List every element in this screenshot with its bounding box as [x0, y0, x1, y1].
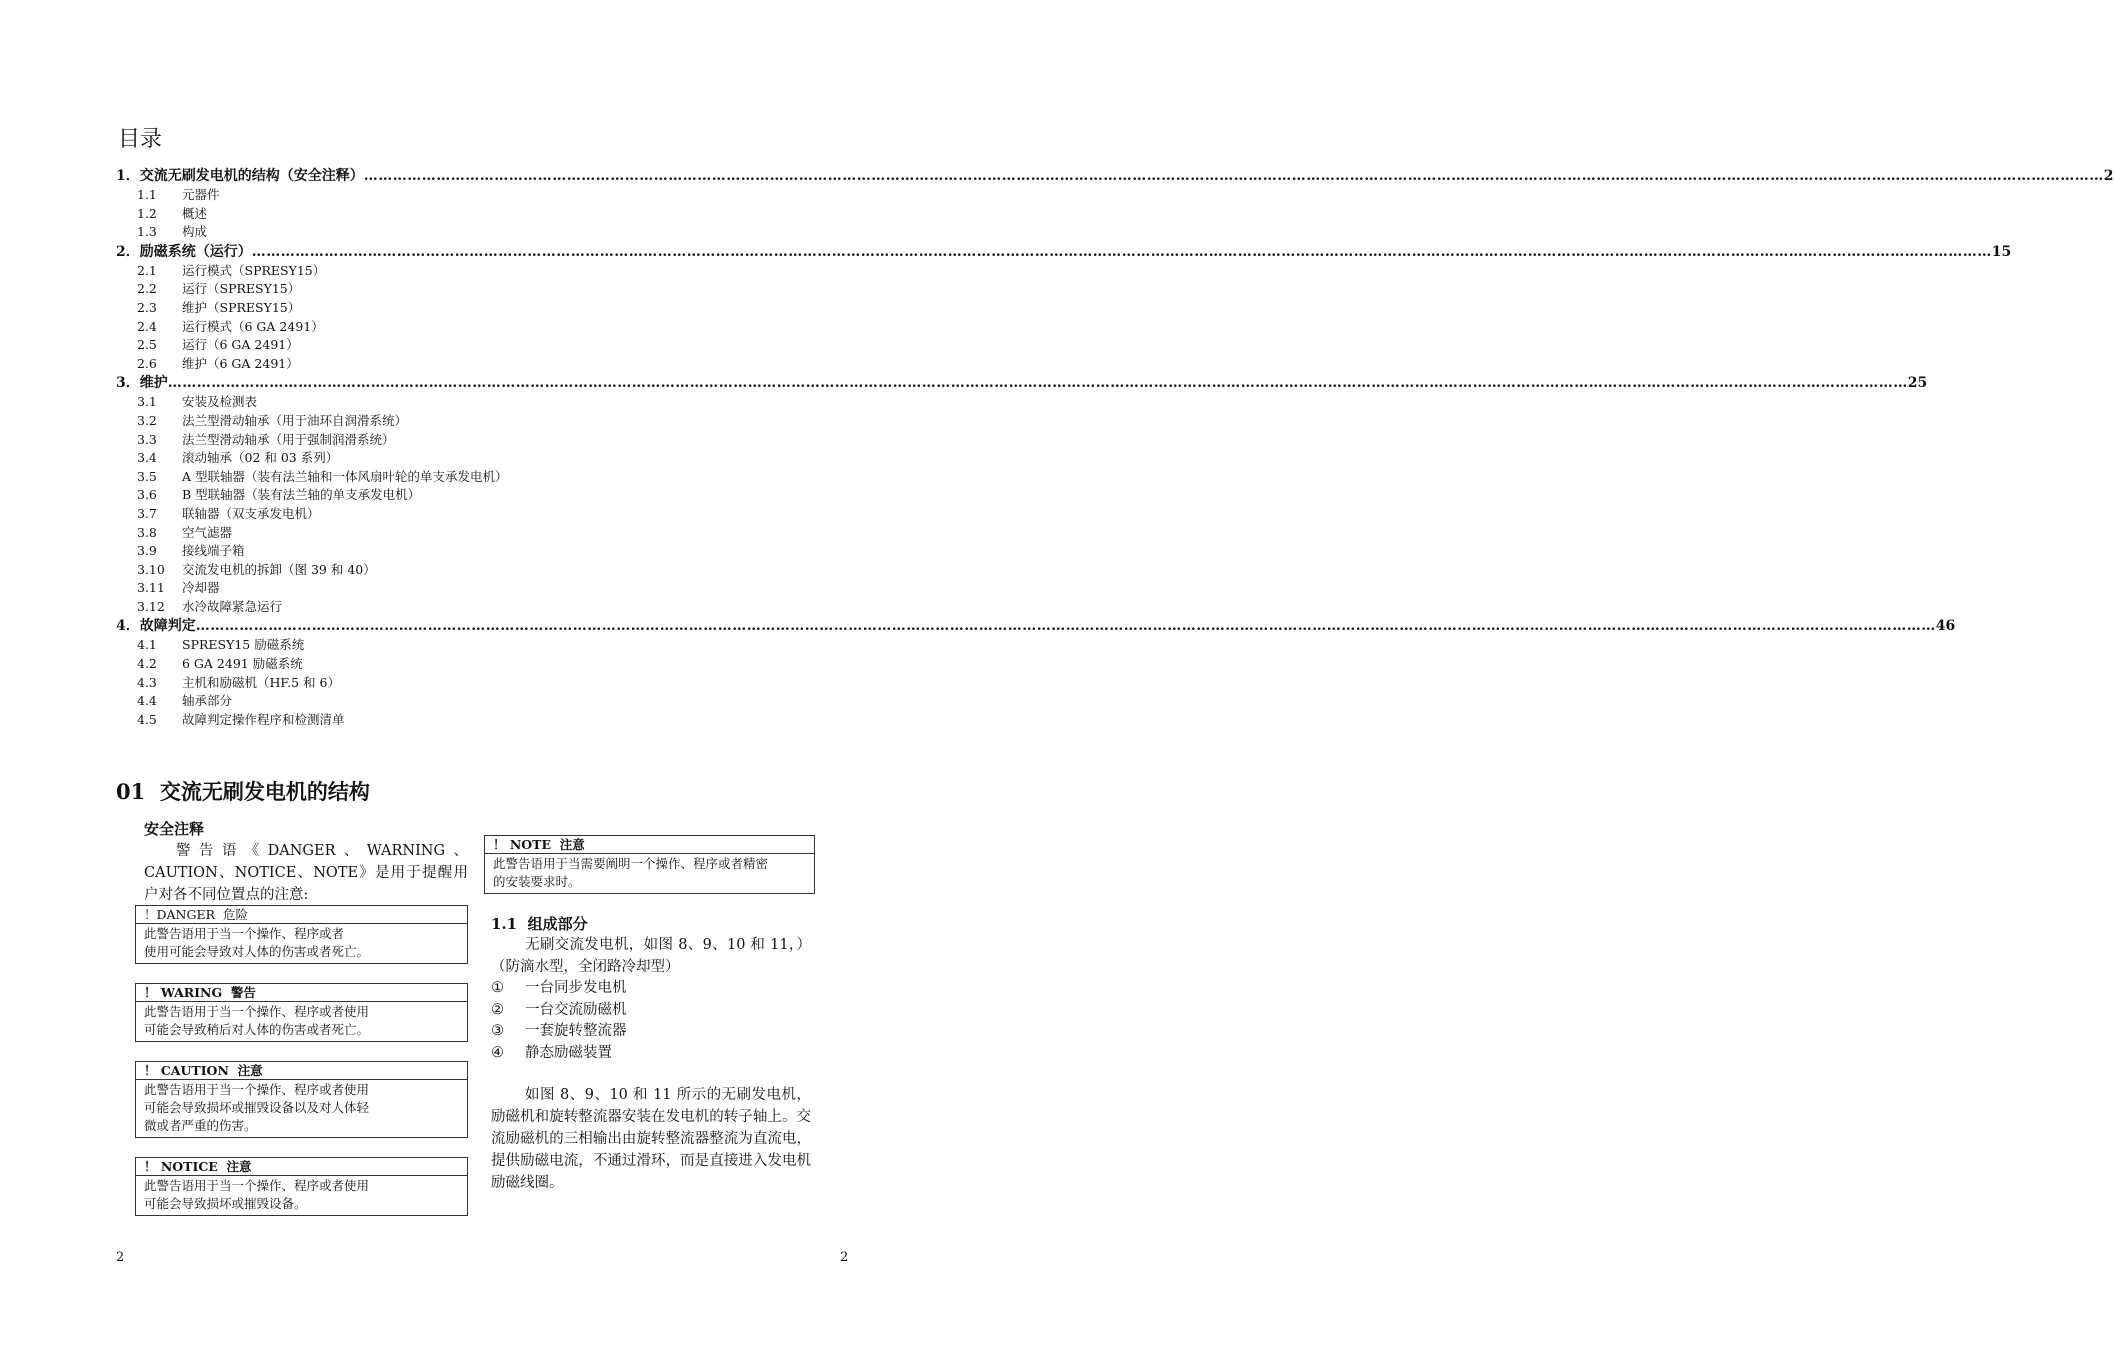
- toc-item-number: 1.3: [137, 224, 157, 240]
- toc-item: [116, 449, 756, 468]
- toc-item: [116, 280, 756, 299]
- toc-item-number: 4.5: [137, 711, 157, 727]
- section-title: 组成部分: [527, 915, 588, 933]
- warning-box-header: [136, 984, 467, 1002]
- toc-item: [116, 393, 756, 412]
- toc-item-number: 2.4: [137, 318, 157, 334]
- toc-item-number: 3.1: [137, 394, 157, 410]
- toc-item-text: 运行模式（6 GA 2491）: [182, 318, 324, 334]
- box-title: ！ WARING: [144, 985, 223, 1000]
- toc-item-text: 主机和励磁机（HF.5 和 6）: [182, 674, 340, 690]
- toc-item-number: 3.3: [137, 431, 157, 447]
- component-list-item: [491, 1000, 811, 1022]
- toc-section: [116, 166, 2114, 186]
- toc-section-title: [116, 242, 252, 262]
- box-line: 微或者严重的伤害。: [144, 1118, 257, 1133]
- box-title: ！ CAUTION: [144, 1063, 229, 1078]
- toc-item: [116, 524, 756, 543]
- toc-item-number: 3.7: [137, 505, 157, 521]
- note-box-body: [485, 854, 814, 893]
- toc-leader-dots: ………………………………………………………………………………………………………………………………………………………………………………………………………………………………………………………………………………………………………………………………: [251, 243, 1992, 260]
- component-list-item: [491, 978, 811, 1000]
- toc-item-text: A 型联轴器（装有法兰轴和一体风扇叶轮的单支承发电机）: [182, 468, 508, 484]
- toc-item-text: 6 GA 2491 励磁系统: [182, 656, 303, 672]
- note-box: [484, 835, 815, 894]
- section-number: 1.1: [491, 915, 518, 933]
- toc-title: 目录: [118, 127, 163, 152]
- toc-item-number: 3.5: [137, 468, 157, 484]
- toc-item-text: 滚动轴承（02 和 03 系列）: [182, 450, 339, 466]
- toc-item-text: 空气滤器: [182, 524, 233, 540]
- toc-item-number: 4.2: [137, 656, 157, 672]
- box-title-cn: 注意: [226, 1159, 252, 1174]
- box-title-cn: 警告: [230, 985, 256, 1000]
- toc-item-text: 冷却器: [182, 580, 220, 596]
- table-of-contents: [116, 166, 2114, 729]
- toc-item-number: 2.2: [137, 281, 157, 297]
- toc-item-text: 运行模式（SPRESY15）: [182, 262, 326, 278]
- toc-section-label: 维护: [139, 375, 168, 392]
- toc-item-number: 3.6: [137, 487, 157, 503]
- toc-item: [116, 299, 756, 318]
- chapter-heading: [116, 776, 370, 806]
- toc-item: [116, 318, 756, 337]
- toc-item: [116, 505, 756, 524]
- toc-page-number: 2: [2103, 168, 2114, 184]
- toc-section-title: [116, 373, 168, 393]
- toc-item-text: 概述: [182, 205, 208, 221]
- list-marker: ①: [491, 980, 504, 996]
- toc-item-text: 法兰型滑动轴承（用于油环自润滑系统）: [182, 412, 408, 428]
- toc-item-number: 2.6: [137, 355, 157, 371]
- box-title-cn: 危险: [222, 907, 248, 922]
- box-title-cn: 注意: [237, 1063, 263, 1078]
- toc-section-number: 1．: [116, 168, 140, 184]
- note-box-header: ！ NOTE 注意: [485, 836, 814, 854]
- toc-item: [116, 711, 756, 730]
- danger-box-header: [136, 906, 467, 924]
- section-1-1-heading: [491, 913, 811, 934]
- toc-page-number: 25: [1907, 375, 1928, 392]
- toc-item-number: 2.1: [137, 262, 157, 278]
- box-title: ！DANGER: [144, 907, 216, 922]
- toc-item-number: 3.9: [137, 543, 157, 559]
- box-line: 可能会导致稍后对人体的伤害或者死亡。: [144, 1022, 370, 1037]
- toc-section: [116, 616, 1956, 636]
- toc-item-text: B 型联轴器（装有法兰轴的单支承发电机）: [182, 487, 421, 503]
- note-line: 的安装要求时。: [493, 874, 581, 889]
- toc-item-number: 4.1: [137, 637, 157, 653]
- box-line: 此警告语用于当一个操作、程序或者使用: [144, 1082, 370, 1097]
- toc-item: [116, 412, 756, 431]
- list-text: 静态励磁装置: [525, 1044, 612, 1061]
- toc-section-label: 交流无刷发电机的结构（安全注释）: [139, 168, 364, 184]
- toc-item: [116, 636, 756, 655]
- component-list-item: [491, 1043, 811, 1065]
- caution-box-header: [136, 1062, 467, 1080]
- toc-item: [116, 223, 756, 242]
- caution-box-body: [136, 1080, 467, 1137]
- toc-item: [116, 598, 756, 617]
- section-1-1-paragraph: 如图 8、9、10 和 11 所示的无刷发电机，励磁机和旋转整流器安装在发电机的转子轴上。交流励磁机的三相输出由旋转整流器整流为直流电，提供励磁电流，不通过滑环，而是直接进入发电机励磁线圈。: [491, 1087, 811, 1191]
- toc-item: [116, 468, 756, 487]
- toc-item-number: 1.2: [137, 205, 157, 221]
- safety-intro: 警告语《DANGER、WARNING、CAUTION、NOTICE、NOTE》是用于提醒用户对各不同位置点的注意:: [144, 843, 468, 903]
- toc-page-number: 15: [1991, 243, 2012, 260]
- note-line: 此警告语用于当需要阐明一个操作、程序或者精密: [493, 856, 769, 871]
- toc-item: [116, 655, 756, 674]
- toc-item-number: 3.12: [137, 598, 165, 614]
- toc-item-number: 3.2: [137, 412, 157, 428]
- toc-section-label: 故障判定: [139, 618, 196, 635]
- toc-item: [116, 205, 756, 224]
- toc-item: [116, 186, 756, 205]
- toc-item-text: 安装及检测表: [182, 394, 258, 410]
- toc-section-label: 励磁系统（运行）: [139, 243, 252, 260]
- toc-item-number: 2.5: [137, 337, 157, 353]
- toc-item-number: 3.8: [137, 524, 157, 540]
- danger-box: [135, 905, 468, 964]
- list-text: 一台同步发电机: [525, 980, 627, 996]
- notice-box-body: [136, 1176, 467, 1215]
- chapter-title: 交流无刷发电机的结构: [159, 779, 370, 804]
- box-line: 使用可能会导致对人体的伤害或者死亡。: [144, 944, 370, 959]
- toc-section-title: [116, 166, 364, 186]
- toc-item: [116, 674, 756, 693]
- chapter-number: 01: [116, 779, 146, 804]
- notice-box-header: [136, 1158, 467, 1176]
- warning-box-body: [136, 1002, 467, 1041]
- safety-heading: 安全注释: [144, 820, 205, 838]
- toc-item-text: 法兰型滑动轴承（用于强制润滑系统）: [182, 431, 395, 447]
- toc-item-number: 4.3: [137, 674, 157, 690]
- toc-leader-dots: ………………………………………………………………………………………………………………………………………………………………………………………………………………………………………………………………………………………………………………………………: [167, 375, 1908, 392]
- warning-box: [135, 983, 468, 1042]
- page-number-left: 2: [116, 1250, 125, 1265]
- toc-item-number: 2.3: [137, 299, 157, 315]
- toc-leader-dots: ………………………………………………………………………………………………………………………………………………………………………………………………………………………………………………………………………………………………………………………………: [195, 618, 1936, 635]
- toc-item: [116, 262, 756, 281]
- section-1-1-intro: 无刷交流发电机，如图 8、9、10 和 11，）（防滴水型，全闭路冷却型）: [491, 937, 811, 975]
- toc-item: [116, 579, 756, 598]
- list-text: 一台交流励磁机: [525, 1001, 627, 1018]
- toc-section: [116, 373, 1928, 393]
- toc-item: [116, 542, 756, 561]
- toc-item-text: 轴承部分: [182, 693, 233, 709]
- component-list: [491, 978, 811, 1064]
- toc-item-text: 维护（6 GA 2491）: [182, 355, 299, 371]
- box-line: 此警告语用于当一个操作、程序或者: [144, 926, 345, 941]
- toc-leader-dots: ………………………………………………………………………………………………………………………………………………………………………………………………………………………………………………………………………………………………………………………………: [363, 168, 2104, 184]
- list-marker: ②: [491, 1001, 504, 1018]
- toc-item-text: 交流发电机的拆卸（图 39 和 40）: [182, 561, 376, 577]
- toc-item-text: 故障判定操作程序和检测清单: [182, 711, 345, 727]
- toc-item: [116, 336, 756, 355]
- toc-item-number: 4.4: [137, 693, 157, 709]
- toc-item: [116, 561, 756, 580]
- toc-section-number: 3．: [116, 375, 140, 392]
- toc-item: [116, 486, 756, 505]
- danger-box-body: [136, 924, 467, 963]
- notice-box: [135, 1157, 468, 1216]
- toc-item-text: 联轴器（双支承发电机）: [182, 505, 320, 521]
- toc-section-title: [116, 616, 196, 636]
- toc-item: [116, 355, 756, 374]
- toc-item-text: 元器件: [182, 187, 220, 202]
- toc-section-number: 4．: [116, 618, 140, 635]
- toc-item-text: 运行（6 GA 2491）: [182, 337, 299, 353]
- toc-item-text: 维护（SPRESY15）: [182, 299, 301, 315]
- box-line: 此警告语用于当一个操作、程序或者使用: [144, 1004, 370, 1019]
- toc-item: [116, 692, 756, 711]
- box-line: 可能会导致损坏或摧毁设备。: [144, 1196, 307, 1211]
- toc-section: [116, 242, 2012, 262]
- list-text: 一套旋转整流器: [525, 1023, 627, 1039]
- toc-item-number: 3.11: [137, 580, 165, 596]
- box-line: 可能会导致损坏或摧毁设备以及对人体轻: [144, 1100, 370, 1115]
- toc-page-number: 46: [1935, 618, 1956, 635]
- page-number-right: 2: [840, 1250, 849, 1265]
- toc-item-number: 3.10: [137, 561, 165, 577]
- toc-item-text: 水冷故障紧急运行: [182, 598, 283, 614]
- toc-item: [116, 431, 756, 450]
- toc-item-text: SPRESY15 励磁系统: [182, 637, 305, 653]
- toc-item-text: 接线端子箱: [182, 543, 245, 559]
- caution-box: [135, 1061, 468, 1138]
- component-list-item: [491, 1021, 811, 1043]
- toc-item-number: 1.1: [137, 187, 157, 202]
- toc-item-text: 运行（SPRESY15）: [182, 281, 301, 297]
- box-line: 此警告语用于当一个操作、程序或者使用: [144, 1178, 370, 1193]
- toc-item-number: 3.4: [137, 450, 157, 466]
- list-marker: ④: [491, 1044, 504, 1061]
- box-title: ！ NOTICE: [144, 1159, 218, 1174]
- list-marker: ③: [491, 1023, 504, 1039]
- toc-section-number: 2．: [116, 243, 140, 260]
- toc-item-text: 构成: [182, 224, 208, 240]
